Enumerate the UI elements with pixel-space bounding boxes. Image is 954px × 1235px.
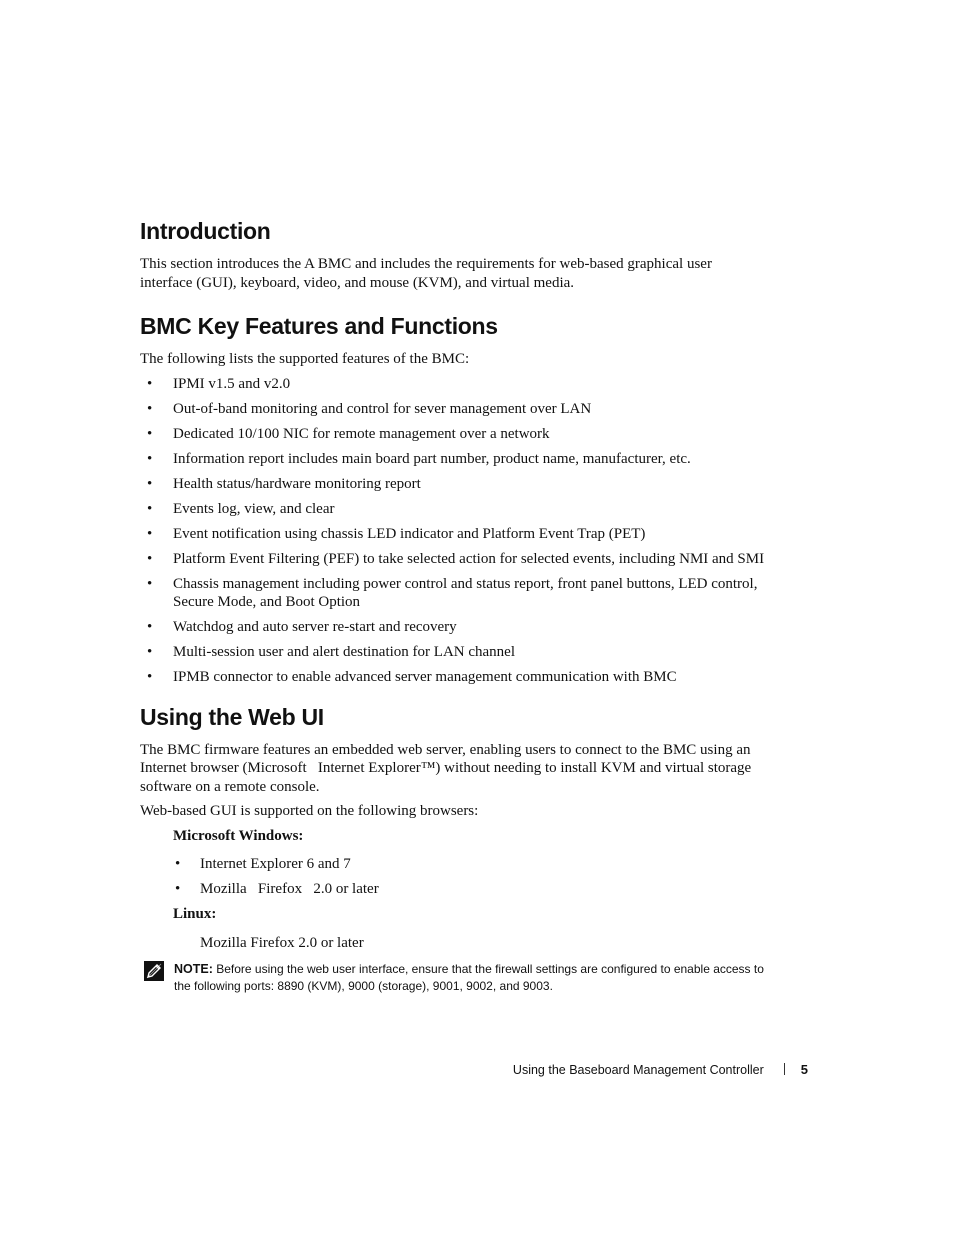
list-item: • Health status/hardware monitoring report <box>140 475 765 494</box>
list-item: • Multi-session user and alert destination for LAN channel <box>140 643 765 662</box>
web-ui-heading: Using the Web UI <box>140 703 324 730</box>
supported-browsers-intro: Web-based GUI is supported on the following browsers: <box>140 803 479 819</box>
note-label: NOTE: <box>174 962 213 976</box>
windows-browser-list <box>173 855 765 899</box>
features-intro: The following lists the supported features of the BMC: <box>140 351 470 367</box>
document-page <box>140 215 765 995</box>
features-list <box>140 375 765 687</box>
list-item: • Watchdog and auto server re-start and recovery <box>140 618 765 637</box>
footer-title: Using the Baseboard Management Controller <box>512 1063 764 1077</box>
list-item: • Event notification using chassis LED indicator and Platform Event Trap (PET) <box>140 525 765 544</box>
list-item: • IPMB connector to enable advanced server management communication with BMC <box>140 668 765 687</box>
note-text: Before using the web user interface, ensure that the firewall settings are configured to enable access to the following ports: 8890 (KVM), 9000 (storage), 9001, 9002, and 9003. <box>174 962 764 993</box>
list-item: • Internet Explorer 6 and 7 <box>173 855 765 874</box>
list-item: • Dedicated 10/100 NIC for remote management over a network <box>140 425 765 444</box>
web-ui-paragraph: The BMC firmware features an embedded web server, enabling users to connect to the BMC using an Internet browser (Microsoft Internet Explorer™) without needing to install KVM and virtual storage software on a remote console. <box>140 741 752 795</box>
list-item: • IPMI v1.5 and v2.0 <box>140 375 765 394</box>
note-box <box>140 961 765 995</box>
linux-browser: Mozilla Firefox 2.0 or later <box>200 934 364 951</box>
page-number: 5 <box>800 1062 808 1077</box>
list-item: • Platform Event Filtering (PEF) to take selected action for selected events, including NMI and SMI <box>140 550 765 569</box>
footer-divider <box>784 1063 785 1075</box>
list-item: • Information report includes main board part number, product name, manufacturer, etc. <box>140 450 765 469</box>
introduction-paragraph: This section introduces the A BMC and includes the requirements for web-based graphical user interface (GUI), keyboard, video, and mouse (KVM), and virtual media. <box>140 256 712 291</box>
introduction-heading: Introduction <box>140 218 271 244</box>
list-item: • Out-of-band monitoring and control for sever management over LAN <box>140 400 765 419</box>
windows-label: Microsoft Windows: <box>173 827 304 844</box>
note-pencil-icon <box>144 961 164 981</box>
linux-label: Linux: <box>173 906 217 922</box>
list-item: • Events log, view, and clear <box>140 500 765 519</box>
list-item: • Chassis management including power control and status report, front panel buttons, LED control, Secure Mode, and Boot Option <box>140 575 765 612</box>
list-item: • Mozilla Firefox 2.0 or later <box>173 880 765 899</box>
page-footer <box>0 1062 808 1077</box>
features-heading: BMC Key Features and Functions <box>140 313 498 339</box>
